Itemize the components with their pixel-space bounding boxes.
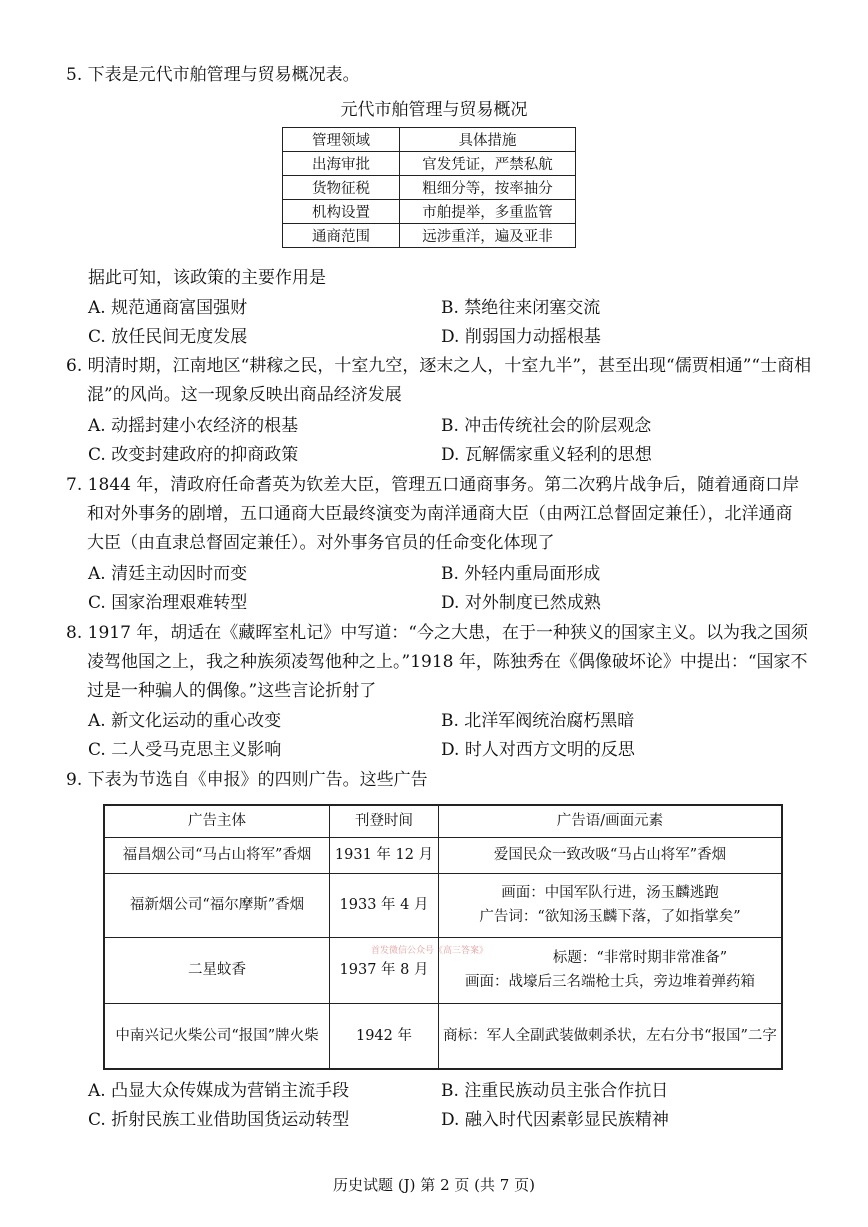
option-b: B. 注重民族动员主张合作抗日 bbox=[441, 1081, 669, 1101]
ad-content-line: 广告词：“欲知汤玉麟下落，了如指掌矣” bbox=[479, 909, 741, 925]
table-cell: 粗细分等，按率抽分 bbox=[400, 176, 576, 200]
q9-options bbox=[88, 1077, 788, 1135]
q8-line: 8. 1917 年，胡适在《藏晖室札记》中写道：“今之大患，在于一种狭义的国家主义。以为我之国须 bbox=[66, 623, 808, 643]
ad-content bbox=[439, 837, 783, 873]
ad-subject: 福新烟公司“福尔摩斯”香烟 bbox=[104, 873, 330, 937]
option-a: A. 清廷主动因时而变 bbox=[88, 564, 248, 584]
option-a: A. 凸显大众传媒成为营销主流手段 bbox=[88, 1081, 350, 1101]
q8-stem bbox=[66, 619, 808, 706]
q5-table bbox=[282, 127, 576, 248]
option-b: B. 外轻内重局面形成 bbox=[441, 564, 601, 584]
option-c: C. 改变封建政府的抑商政策 bbox=[88, 445, 299, 465]
option-b: B. 禁绝往来闭塞交流 bbox=[441, 298, 601, 318]
q7-stem bbox=[66, 471, 800, 558]
header-cell: 刊登时间 bbox=[330, 805, 439, 837]
table-row bbox=[283, 176, 576, 200]
watermark: 首发微信公众号《高三答案》 bbox=[371, 946, 489, 956]
ad-content bbox=[439, 873, 783, 937]
table-cell: 远涉重洋，遍及亚非 bbox=[400, 224, 576, 248]
option-c: C. 放任民间无度发展 bbox=[88, 327, 248, 347]
table-row bbox=[104, 873, 782, 937]
option-d: D. 瓦解儒家重义轻利的思想 bbox=[441, 445, 652, 465]
ad-date: 1942 年 bbox=[330, 1003, 439, 1069]
q6-options bbox=[88, 412, 788, 470]
header-cell: 具体措施 bbox=[400, 128, 576, 152]
option-d: D. 时人对西方文明的反思 bbox=[441, 740, 635, 760]
q6-line: 6. 明清时期，江南地区“耕稼之民，十室九空，逐末之人，十室九半”，甚至出现“儒贾相通”“士商相 bbox=[66, 356, 812, 376]
option-b: B. 北洋军阀统治腐朽黑暗 bbox=[441, 711, 635, 731]
ad-date: 1933 年 4 月 bbox=[330, 873, 439, 937]
table-header-row bbox=[104, 805, 782, 837]
q8-line: 凌驾他国之上，我之种族须凌驾他种之上。”1918 年，陈独秀在《偶像破坏论》中提出：“国家不 bbox=[87, 652, 808, 672]
ad-subject: 福昌烟公司“马占山将军”香烟 bbox=[104, 837, 330, 873]
table-cell: 货物征税 bbox=[283, 176, 400, 200]
table-cell: 官发凭证，严禁私航 bbox=[400, 152, 576, 176]
ad-date: 1931 年 12 月 bbox=[330, 837, 439, 873]
q6-line: 混”的风尚。这一现象反映出商品经济发展 bbox=[87, 385, 402, 405]
table-cell: 通商范围 bbox=[283, 224, 400, 248]
q7-line: 7. 1844 年，清政府任命耆英为钦差大臣，管理五口通商事务。第二次鸦片战争后，随着通商口岸 bbox=[66, 475, 800, 495]
option-d: D. 削弱国力动摇根基 bbox=[441, 327, 601, 347]
q7-options bbox=[88, 560, 788, 618]
option-b: B. 冲击传统社会的阶层观念 bbox=[441, 416, 652, 436]
table-header-row bbox=[283, 128, 576, 152]
q5-question: 据此可知，该政策的主要作用是 bbox=[88, 268, 326, 288]
header-cell: 广告主体 bbox=[104, 805, 330, 837]
ad-content-line: 画面：中国军队行进，汤玉麟逃跑 bbox=[501, 885, 719, 901]
ad-content-line: 标题：“非常时期非常准备” bbox=[552, 950, 728, 966]
ad-content-line: 爱国民众一致改吸“马占山将军”香烟 bbox=[493, 847, 727, 863]
table-row bbox=[104, 837, 782, 873]
ad-content-line: 商标：军人全副武装做刺杀状，左右分书“报国”二字 bbox=[443, 1027, 777, 1044]
ad-content-line: 画面：战壕后三名端枪士兵，旁边堆着弹药箱 bbox=[465, 974, 755, 990]
table-row bbox=[283, 224, 576, 248]
table-cell: 市舶提举，多重监管 bbox=[400, 200, 576, 224]
option-d: D. 对外制度已然成熟 bbox=[441, 593, 601, 613]
option-a: A. 规范通商富国强财 bbox=[88, 298, 248, 318]
q9-stem: 9. 下表为节选自《申报》的四则广告。这些广告 bbox=[66, 770, 428, 790]
q5-table-title: 元代市舶管理与贸易概况 bbox=[340, 100, 528, 120]
ad-subject: 二星蚊香 bbox=[104, 937, 330, 1003]
q8-options bbox=[88, 707, 788, 765]
ad-content bbox=[439, 937, 783, 1003]
q7-line: 大臣（由直隶总督固定兼任）。对外事务官员的任命变化体现了 bbox=[87, 533, 555, 553]
q8-line: 过是一种骗人的偶像。”这些言论折射了 bbox=[87, 681, 377, 701]
option-c: C. 折射民族工业借助国货运动转型 bbox=[88, 1110, 350, 1130]
ad-subject: 中南兴记火柴公司“报国”牌火柴 bbox=[104, 1003, 330, 1069]
option-d: D. 融入时代因素彰显民族精神 bbox=[441, 1110, 669, 1130]
q5-stem bbox=[66, 61, 786, 90]
option-c: C. 国家治理艰难转型 bbox=[88, 593, 248, 613]
q6-stem bbox=[66, 352, 812, 410]
q7-line: 和对外事务的剧增，五口通商大臣最终演变为南洋通商大臣（由两江总督固定兼任），北洋通商 bbox=[87, 504, 793, 524]
header-cell: 管理领域 bbox=[283, 128, 400, 152]
option-a: A. 动摇封建小农经济的根基 bbox=[88, 416, 299, 436]
page-footer: 历史试题 (J) 第 2 页 (共 7 页) bbox=[333, 1176, 535, 1194]
table-row bbox=[283, 152, 576, 176]
q9-table bbox=[103, 804, 783, 1070]
option-c: C. 二人受马克思主义影响 bbox=[88, 740, 282, 760]
header-cell: 广告语/画面元素 bbox=[439, 805, 783, 837]
ad-date: 1937 年 8 月 bbox=[330, 937, 439, 1003]
table-row bbox=[104, 1003, 782, 1069]
table-cell: 出海审批 bbox=[283, 152, 400, 176]
option-a: A. 新文化运动的重心改变 bbox=[88, 711, 282, 731]
q5-stem-text: 5. 下表是元代市舶管理与贸易概况表。 bbox=[66, 65, 360, 85]
ad-content bbox=[439, 1003, 783, 1069]
q5-options bbox=[88, 294, 788, 352]
table-row bbox=[283, 200, 576, 224]
table-cell: 机构设置 bbox=[283, 200, 400, 224]
